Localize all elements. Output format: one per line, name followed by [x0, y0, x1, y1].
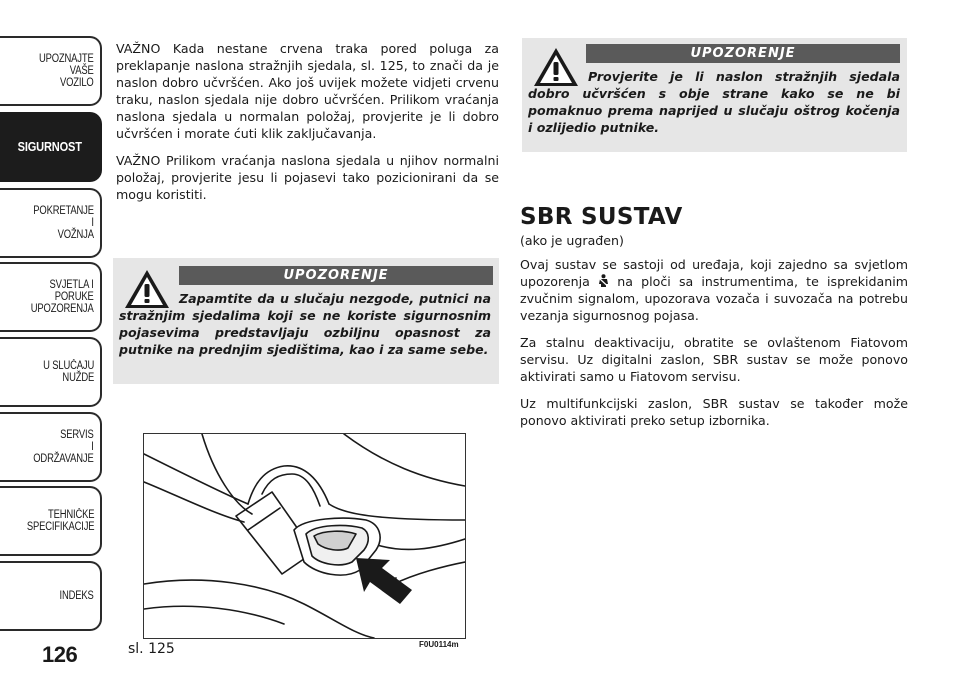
tab-label: SERVIS I ODRŽAVANJE: [33, 429, 94, 465]
sbr-text-before-icon: Ovaj sustav se sastoji od uređaja, koji zajedno sa svjetlom upozorenja: [520, 257, 908, 289]
right-column: [520, 256, 908, 439]
tab-label: SVJETLA I PORUKE UPOZORENJA: [31, 279, 94, 315]
sbr-paragraph-1: [520, 256, 908, 324]
figure-code: F0U0114m: [419, 640, 459, 649]
warning-title: UPOZORENJE: [179, 266, 493, 285]
important-note-2: VAŽNO Prilikom vraćanja naslona sjedala u njihov normalni položaj, provjerite jesu li pojasevi tako pozicionirani da se mogu koristiti.: [116, 153, 499, 202]
tab-svjetla-i-poruke-upozorenja[interactable]: [0, 262, 102, 332]
seatbelt-warning-icon: [598, 274, 609, 288]
warning-box-seatback: [522, 38, 907, 152]
left-column: [116, 40, 499, 213]
tab-label: TEHNIČKE SPECIFIKACIJE: [26, 509, 94, 533]
section-subheading: (ako je ugrađen): [520, 233, 624, 248]
sbr-paragraph-3: Uz multifunkcijski zaslon, SBR sustav se također može ponovo aktivirati preko setup izbornika.: [520, 396, 908, 428]
important-note-1: VAŽNO Kada nestane crvena traka pored poluga za preklapanje naslona stražnjih sjedala, sl. 125, to znači da je naslon dobro učvršćen. Ako još uvijek možete vidjeti crvenu traku, naslon sjedala nije dobro učvršćen. Prilikom vraćanja naslona sjedala u normalan položaj, provjerite je li dobro učvršćen i morate ćuti klik zaključavanja.: [116, 41, 499, 141]
tab-label: INDEKS: [59, 590, 94, 602]
tab-tehnicke-specifikacije[interactable]: [0, 486, 102, 556]
page-number: 126: [42, 642, 78, 667]
warning-title: UPOZORENJE: [586, 44, 900, 63]
tab-u-slucaju-nuzde[interactable]: [0, 337, 102, 407]
warning-box-passengers: [113, 258, 499, 384]
section-heading: SBR SUSTAV: [520, 204, 683, 230]
tab-pokretanje-i-voznja[interactable]: [0, 188, 102, 258]
tab-sigurnost[interactable]: [0, 112, 102, 182]
sbr-text-after-icon: na ploči sa instrumentima, te isprekidanim zvučnim signalom, upozorava vozača i suvozača na potrebu vezanja sigurnosnog pojasa.: [520, 274, 908, 323]
arrow-icon: [356, 558, 412, 604]
tab-indeks[interactable]: [0, 561, 102, 631]
tab-label: UPOZNAJTE VAŠE VOZILO: [39, 53, 94, 89]
tab-label: POKRETANJE I VOŽNJA: [33, 205, 94, 241]
warning-text: Zapamtite da u slučaju nezgode, putnici na stražnjim sjedalima koji se ne koriste sigurnosnim pojasevima predstavljaju ozbiljnu opasnost za putnike na prednjim sjedištima, kao i za same sebe.: [119, 291, 491, 357]
warning-text: Provjerite je li naslon stražnjih sjedala dobro učvršćen s obje strane kako se ne bi pomaknuo prema naprijed u slučaju oštrog kočenja i ozlijedio putnike.: [528, 69, 900, 135]
figure-seatback-lever: [143, 433, 466, 639]
tab-label: U SLUČAJU NUŽDE: [43, 360, 94, 384]
tab-servis-i-odrzavanje[interactable]: [0, 412, 102, 482]
tab-upoznajte-vase-vozilo[interactable]: [0, 36, 102, 106]
seatback-lever-illustration: [144, 434, 465, 638]
sbr-paragraph-2: Za stalnu deaktivaciju, obratite se ovlaštenom Fiatovom servisu. Uz digitalni zaslon, SBR sustav se može ponovo aktivirati samo u Fiatovom servisu.: [520, 335, 908, 384]
figure-caption: sl. 125: [128, 641, 175, 657]
tab-label: SIGURNOST: [17, 139, 83, 154]
